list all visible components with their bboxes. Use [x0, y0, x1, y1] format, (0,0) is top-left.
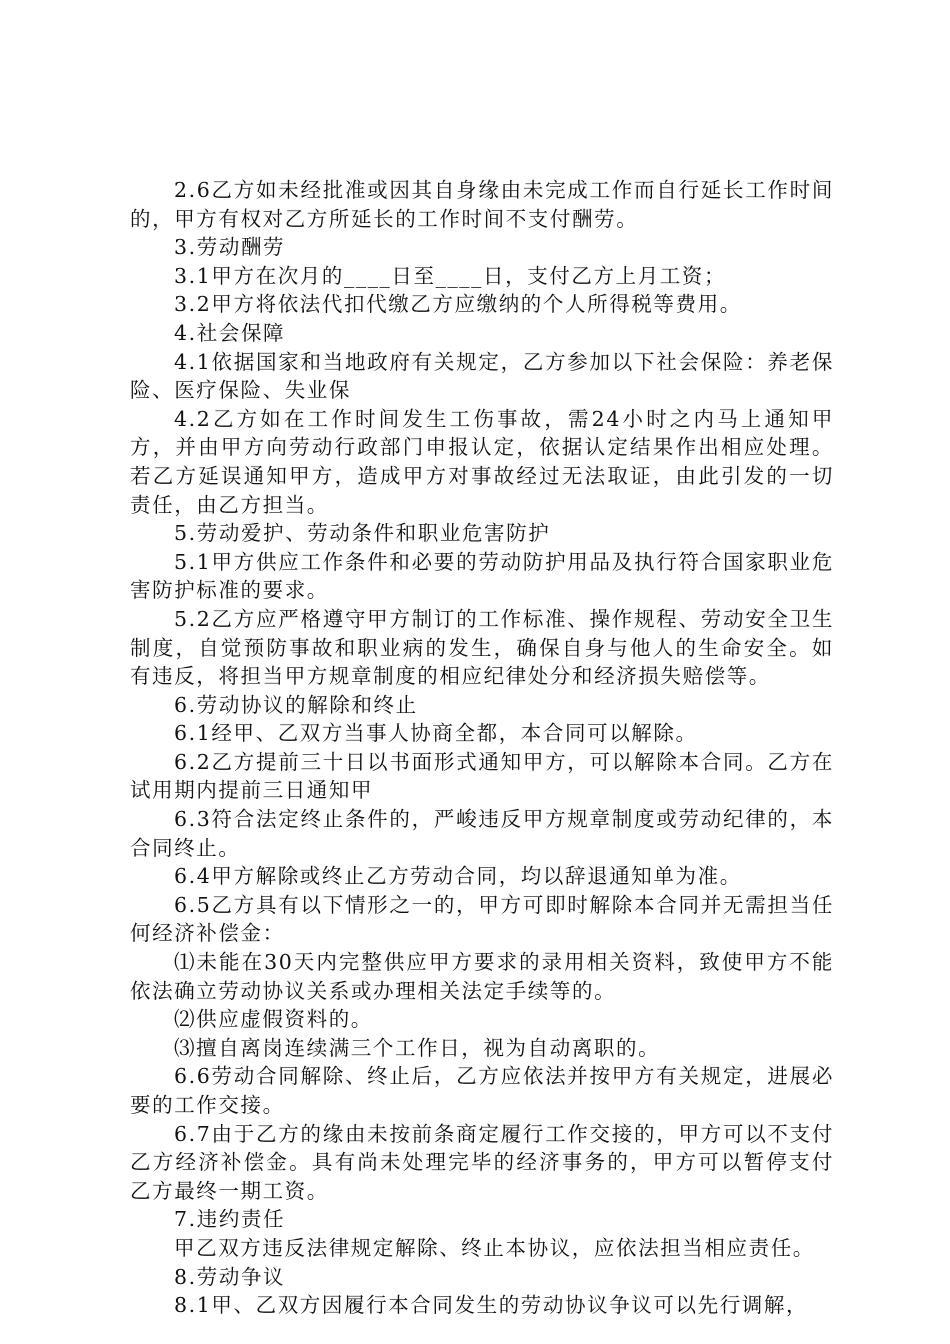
paragraph-6-7: 6.7由于乙方的缘由未按前条商定履行工作交接的，甲方可以不支付乙方经济补偿金。具有尚未处理完毕的经济事务的，甲方可以暂停支付乙方最终一期工资。 — [130, 1121, 834, 1203]
heading-6-termination: 6.劳动协议的解除和终止 — [174, 692, 418, 717]
heading-4-social-security: 4.社会保障 — [174, 320, 286, 345]
paragraph-5-2: 5.2乙方应严格遵守甲方制订的工作标准、操作规程、劳动安全卫生制度，自觉预防事故和职业病的发生，确保自身与他人的生命安全。如有违反，将担当甲方规章制度的相应纪律处分和经济损失赔偿等。 — [130, 606, 834, 689]
paragraph-2-6: 2.6乙方如未经批准或因其自身缘由未完成工作而自行延长工作时间的，甲方有权对乙方所延长的工作时间不支付酬劳。 — [130, 178, 834, 231]
paragraph-3-2: 3.2甲方将依法代扣代缴乙方应缴纳的个人所得税等费用。 — [174, 292, 742, 317]
list-item-2: ⑵供应虚假资料的。 — [174, 1007, 373, 1032]
heading-8-disputes: 8.劳动争议 — [174, 1264, 286, 1289]
document-body — [130, 176, 834, 1320]
paragraph-7-body: 甲乙双方违反法律规定解除、终止本协议，应依法担当相应责任。 — [174, 1235, 815, 1260]
paragraph-6-1: 6.1经甲、乙双方当事人协商全都，本合同可以解除。 — [174, 721, 698, 746]
heading-3-remuneration: 3.劳动酬劳 — [174, 235, 286, 260]
paragraph-4-2: 4.2乙方如在工作时间发生工伤事故，需24小时之内马上通知甲方，并由甲方向劳动行政部门申报认定，依据认定结果作出相应处理。若乙方延误通知甲方，造成甲方对事故经过无法取证，由此引发的一切责任，由乙方担当。 — [130, 406, 834, 517]
heading-7-liability: 7.违约责任 — [174, 1207, 286, 1232]
list-item-3: ⑶擅自离岗连续满三个工作日，视为自动离职的。 — [174, 1035, 661, 1060]
paragraph-6-5: 6.5乙方具有以下情形之一的，甲方可即时解除本合同并无需担当任何经济补偿金： — [130, 892, 834, 946]
paragraph-6-3: 6.3符合法定终止条件的，严峻违反甲方规章制度或劳动纪律的，本合同终止。 — [130, 807, 834, 860]
paragraph-6-6: 6.6劳动合同解除、终止后，乙方应依法并按甲方有关规定，进展必要的工作交接。 — [130, 1064, 834, 1117]
paragraph-6-2: 6.2乙方提前三十日以书面形式通知甲方，可以解除本合同。乙方在试用期内提前三日通知甲 — [130, 749, 834, 803]
paragraph-8-1: 8.1甲、乙双方因履行本合同发生的劳动协议争议可以先行调解， — [174, 1293, 809, 1318]
paragraph-6-4: 6.4甲方解除或终止乙方劳动合同，均以辞退通知单为准。 — [174, 864, 742, 889]
paragraph-3-1: 3.1甲方在次月的____日至____日，支付乙方上月工资； — [174, 263, 727, 288]
list-item-1: ⑴未能在30天内完整供应甲方要求的录用相关资料，致使甲方不能依法确立劳动协议关系或办理相关法定手续等的。 — [130, 950, 834, 1003]
heading-5-labor-protection: 5.劳动爱护、劳动条件和职业危害防护 — [174, 521, 551, 546]
paragraph-4-1: 4.1依据国家和当地政府有关规定，乙方参加以下社会保险：养老保险、医疗保险、失业保 — [130, 349, 834, 403]
paragraph-5-1: 5.1甲方供应工作条件和必要的劳动防护用品及执行符合国家职业危害防护标准的要求。 — [130, 549, 834, 603]
